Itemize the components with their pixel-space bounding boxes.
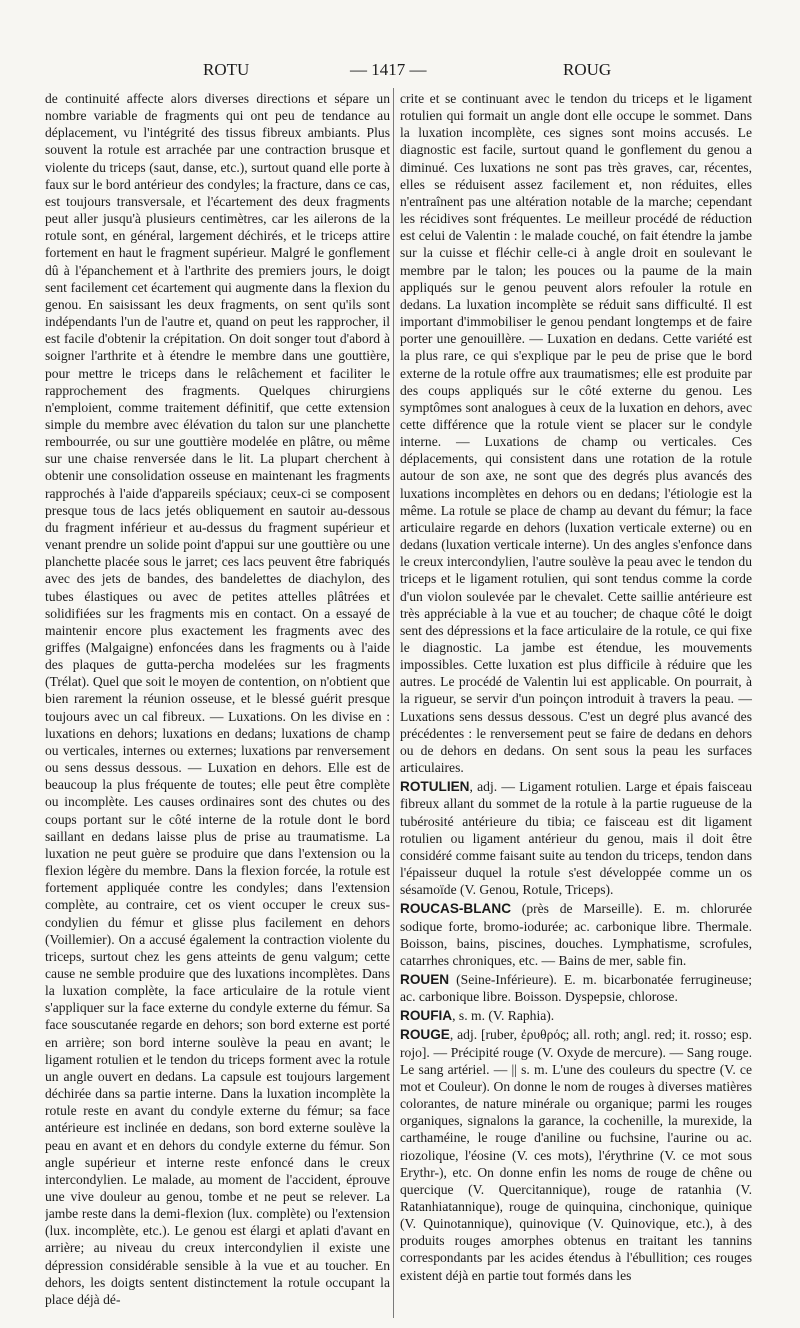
running-header bbox=[0, 60, 800, 86]
entry-headword: ROUGE bbox=[400, 1027, 450, 1043]
page-number: — 1417 — bbox=[350, 60, 427, 79]
right-column bbox=[400, 90, 752, 1315]
entry-text: , adj. [ruber, ἐρυθρός; all. roth; angl. red; it. rosso; esp. rojo]. — Précipité rouge (V. Oxyde de mercure). — Sang rouge. Le sang artériel. — || s. m. L'une des couleurs du spectre (V. ce mot et Couleur). On donne le nom de rouges à diverses matières colorantes, de nature minérale ou organique; parmi les rouges organiques, signalons la garance, la cochenille, la murexide, la carthaméine, le rouge d'aniline ou fuchsine, l'aurine ou ac. riozolique, l'éosine (V. ces mots), l'érythrine (V. ce mot sous Erythr-), etc. On donne enfin les noms de rouge de chêne ou quercique (V. Quercitannique), rouge de ratanhia (V. Ratanhiatannique), rouge de quinquina, cinchonique, quinique (V. Quinotannique), quinovique (V. Quinovique, etc.), à des produits rouges amorphes obtenus en traitant les tannins correspondants par les acides étendus à l'ébullition; ces rouges existent déjà en partie tout formés dans les bbox=[400, 1027, 752, 1283]
entry-roucas-blanc bbox=[400, 900, 752, 969]
header-left-word: ROTU bbox=[203, 60, 250, 79]
entry-headword: ROUCAS-BLANC bbox=[400, 901, 512, 917]
entry-headword: ROUEN bbox=[400, 971, 450, 987]
right-column-intro: crite et se continuant avec le tendon du triceps et le ligament rotulien qui formait un angle dont elle occupe le sommet. Dans la luxation incomplète, ces signes sont moins accusés. Le diagnostic est facile, surtout quand le gonflement du genou a diminué. Ces luxations ne sont pas très graves, car, récentes, elles se réduisent assez facilement et, non réduites, elles n'entraînent pas une altération notable de la marche; cependant les récidives sont fréquentes. Le meilleur procédé de réduction est celui de Valentin : le malade couché, on fait étendre la jambe sur la cuisse et fléchir celle-ci à angle droit en soulevant le membre par le talon; les pouces ou la paume de la main appliqués sur le genou peuvent alors refouler la rotule en dedans. La luxation incomplète se réduit sans difficulté. Il est important d'immobiliser le genou pendant longtemps et de faire porter une genouillère. — Luxation en dedans. Cette variété est la plus rare, ce qui s'explique par le peu de prise que le bord externe de la rotule offre aux traumatismes; elle est produite par des coups appliqués sur le côté externe du genou. Les symptômes sont analogues à ceux de la luxation en dehors, avec cette différence que la rotule vient se placer sur le condyle interne. — Luxations de champ ou verticales. Ces déplacements, qui consistent dans une rotation de la rotule autour de son axe, ne sont que des degrés plus avancés des luxations incomplètes en dehors ou en dedans; l'étiologie est la même. La rotule se place de champ au devant du fémur; la face articulaire regarde en dehors (luxation verticale externe) ou en dedans (luxation verticale interne). Un des angles s'enfonce dans le creux intercondylien, l'autre soulève la peau avec le tendon du triceps et le ligament rotulien, qui sont tendus comme la corde d'un violon soulevée par le chevalet. Cette saillie antérieure est très appréciable à la vue et au toucher; de chaque côté le doigt sent des dépressions et la face articulaire de la rotule, ce qui fixe le diagnostic. La jambe est étendue, les mouvements impossibles. Cette luxation est plus difficile à réduire que les autres. Le procédé de Valentin lui est applicable. On pourrait, à la rigueur, se servir d'un poinçon introduit à travers la peau. — Luxations sens dessus dessous. C'est un degré plus avancé des précédentes : le renversement peut se faire de dedans en dehors ou de dehors en dedans. On sent sous la peau les surfaces articulaires. bbox=[400, 91, 752, 776]
entry-text: , adj. — Ligament rotulien. Large et épais faisceau fibreux allant du sommet de la rotule à la partie rugueuse de la tubérosité antérieure du tibia; ce faisceau est dit ligament rotulien ou ligament antérieur du genou, mais il doit être considéré comme faisant suite au tendon du triceps, tendon dans l'épaisseur duquel la rotule s'est développée comme un os sésamoïde (V. Genou, Rotule, Triceps). bbox=[400, 779, 752, 898]
entry-text: , s. m. (V. Raphia). bbox=[452, 1008, 555, 1024]
entry-rotulien bbox=[400, 778, 752, 898]
entry-text: (Seine-Inférieure). E. m. bicarbonatée ferrugineuse; ac. carbonique libre. Boisson. Dyspepsie, chlorose. bbox=[400, 971, 752, 1005]
column-divider bbox=[393, 88, 394, 1318]
entry-headword: ROUFIA bbox=[400, 1008, 453, 1024]
header-right-word: ROUG bbox=[563, 60, 612, 79]
entry-text: (près de Marseille). E. m. chlorurée sodique forte, bromo-iodurée; ac. carbonique libre. Thermale. Boisson, bains, piscines, douches. Lymphatisme, scrofules, catarrhes chroniques, etc. — Bains de mer, sable fin. bbox=[400, 901, 752, 968]
entry-rouen bbox=[400, 971, 752, 1005]
entry-roufia bbox=[400, 1007, 752, 1024]
left-column bbox=[45, 90, 390, 1315]
entry-headword: ROTULIEN bbox=[400, 779, 470, 795]
left-column-text: de continuité affecte alors diverses directions et sépare un nombre variable de fragments qui ont peu de tendance au déplacement, vu l'intégrité des tissus fibreux ambiants. Plus souvent la rotule est arrachée par une contraction brusque et violente du triceps (saut, danse, etc.), surtout quand elle porte à faux sur le bord antérieur des condyles; la fracture, dans ce cas, est toujours transversale, et l'écartement des deux fragments peut aller jusqu'à plusieurs centimètres, car les ailerons de la rotule sont, en général, largement déchirés, et le triceps attire fortement en haut le fragment supérieur. Malgré le gonflement dû à l'épanchement et à l'arthrite des premiers jours, le doigt sent facilement cet écartement qui augmente dans la flexion du genou. En saisissant les deux fragments, on sent qu'ils sont indépendants l'un de l'autre et, quand on peut les rapprocher, il est facile d'obtenir la crépitation. On doit songer tout d'abord à soigner l'arthrite et à étendre le membre dans une gouttière, pour mettre le triceps dans le relâchement et faciliter le rapprochement des fragments. Quelques chirurgiens n'emploient, comme traitement définitif, que cette extension simple du membre avec élévation du talon sur une planchette rembourrée, ou sur une gouttière modelée en plâtre, ou même sur une chaise renversée dans le lit. La plupart cherchent à obtenir une consolidation osseuse en maintenant les fragments rapprochés à l'aide d'appareils spéciaux; ceux-ci se composent presque tous de lacs jetés obliquement en sautoir au-dessous du fragment inférieur et au-dessus du fragment supérieur et venant prendre un solide point d'appui sur une gouttière ou une planchette placée sous le jarret; ces lacs peuvent être fabriqués avec des jets de bandes, des bandelettes de diachylon, des tubes élastiques ou avec de petites attelles plâtrées et solidifiées sur les fragments mis en contact. On a essayé de maintenir encore plus exactement les fragments avec des griffes (Malgaigne) enfoncées dans les fragments ou à l'aide des plaques de gutta-percha modelées sur les fragments (Trélat). Quel que soit le moyen de contention, on n'obtient que bien rarement la réunion osseuse, et le blessé guérit presque toujours avec un cal fibreux. — Luxations. On les divise en : luxations en dehors; luxations en dedans; luxations de champ ou verticales, internes ou externes; luxations par renversement ou sens dessus dessous. — Luxation en dehors. Elle est de beaucoup la plus fréquente de toutes; elle peut être complète ou incomplète. Les causes ordinaires sont des chutes ou des coups portant sur le côté interne de la rotule dont le bord saillant en dedans laisse plus de prise au traumatisme. La luxation ne peut guère se produire que dans l'extension ou la flexion légère du membre. Dans la flexion forcée, la rotule est fortement appliquée contre les condyles; dans l'extension complète, au contraire, cet os vient occuper le creux sus-condylien du fémur et glisse plus facilement en dehors (Voillemier). On a accusé également la contraction violente du triceps, surtout chez les gens atteints de genu valgum; cette cause ne semble produire que des luxations incomplètes. Dans la luxation complète, la face articulaire de la rotule vient s'appliquer sur la face externe du condyle externe du fémur. Sa face souscutanée regarde en dehors; son bord externe est porté en arrière; son bord interne soulève la peau en avant; le ligament rotulien et le tendon du triceps forment avec la rotule un angle ouvert en dedans. La capsule est toujours largement déchirée dans sa partie interne. Dans la luxation incomplète la rotule reste en avant du condyle externe du fémur; sa face antérieure est inclinée en dedans, son bord externe soulève la peau en avant et en dehors du condyle externe du fémur. Son angle supérieur et interne reste enfoncé dans le creux intercondylien. Le malade, au moment de l'accident, éprouve une vive douleur au genou, tombe et ne peut se relever. La jambe reste dans la demi-flexion (lux. complète) ou l'extension (lux. incomplète, etc.). Le genou est élargi et aplati d'avant en arrière; au niveau du creux intercondylien il existe une dépression considérable sensible à la vue et au toucher. En dehors, les doigts sentent distinctement la rotule occupant la place déjà dé- bbox=[45, 91, 390, 1307]
entry-rouge bbox=[400, 1026, 752, 1283]
